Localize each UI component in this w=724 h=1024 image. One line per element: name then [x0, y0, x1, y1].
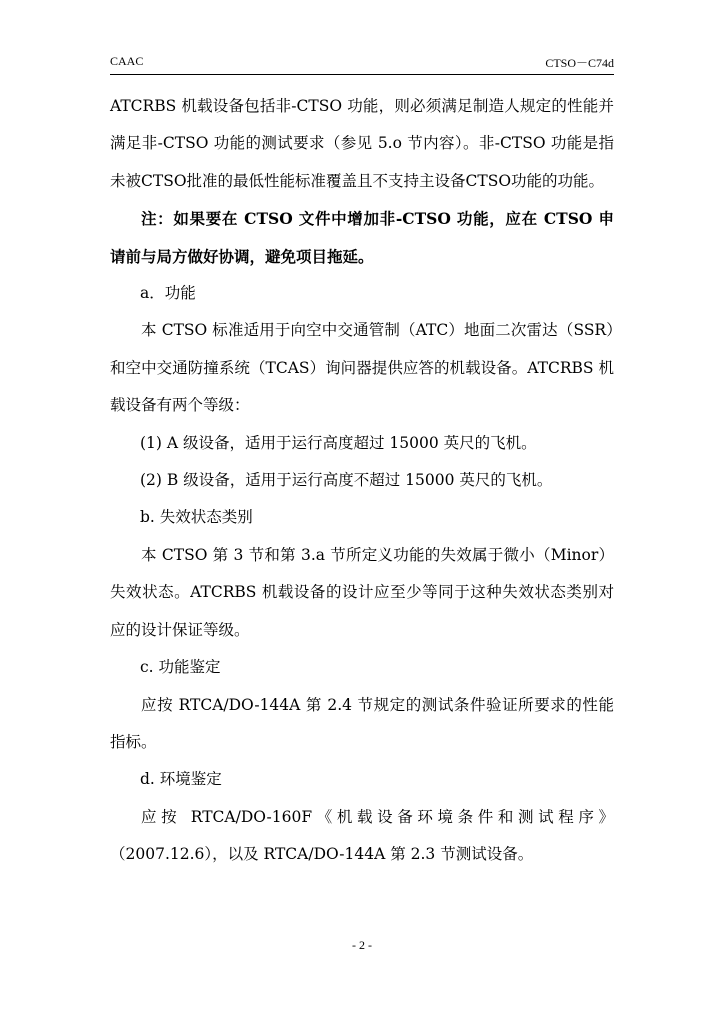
paragraph-functional-qualification: 应按 RTCA/DO-144A 第 2.4 节规定的测试条件验证所要求的性能指标。 — [110, 695, 614, 751]
list-item-class-b: (2) B 级设备，适用于运行高度不超过 15000 英尺的飞机。 — [140, 471, 553, 490]
paragraph-function: 本 CTSO 标准适用于向空中交通管制（ATC）地面二次雷达（SSR）和空中交通防撞系统（TCAS）询问器提供应答的机载设备。ATCRBS 机载设备有两个等级： — [110, 321, 614, 415]
section-heading-d: d. 环境鉴定 — [140, 770, 222, 789]
section-heading-b: b. 失效状态类别 — [140, 508, 253, 527]
header-doc-id: CTSO－C74d — [545, 56, 614, 70]
list-item-class-a: (1) A 级设备，适用于运行高度超过 15000 英尺的飞机。 — [140, 433, 537, 452]
page-number: - 2 - — [352, 938, 372, 952]
header-org: CAAC — [110, 54, 144, 68]
section-heading-a: a．功能 — [140, 284, 196, 303]
paragraph-non-ctso-functions: ATCRBS 机载设备包括非-CTSO 功能，则必须满足制造人规定的性能并满足非-CTSO 功能的测试要求（参见 5.o 节内容）。非-CTSO 功能是指未被CTSO批准的最低性能标准覆盖且不支持主设备CTSO功能的功能。 — [110, 97, 614, 190]
paragraph-failure-condition: 本 CTSO 第 3 节和第 3.a 节所定义功能的失效属于微小（Minor）失效状态。ATCRBS 机载设备的设计应至少等同于这种失效状态类别对应的设计保证等级。 — [110, 545, 614, 639]
page-header — [110, 52, 614, 75]
document-body — [110, 88, 614, 874]
section-heading-c: c. 功能鉴定 — [140, 658, 221, 677]
note-paragraph: 注：如果要在 CTSO 文件中增加非-CTSO 功能，应在 CTSO 申请前与局方做好协调，避免项目拖延。 — [110, 209, 614, 266]
paragraph-environmental-qualification: 应按 RTCA/DO-160F《机载设备环境条件和测试程序》（2007.12.6），以及 RTCA/DO-144A 第 2.3 节测试设备。 — [110, 807, 614, 864]
